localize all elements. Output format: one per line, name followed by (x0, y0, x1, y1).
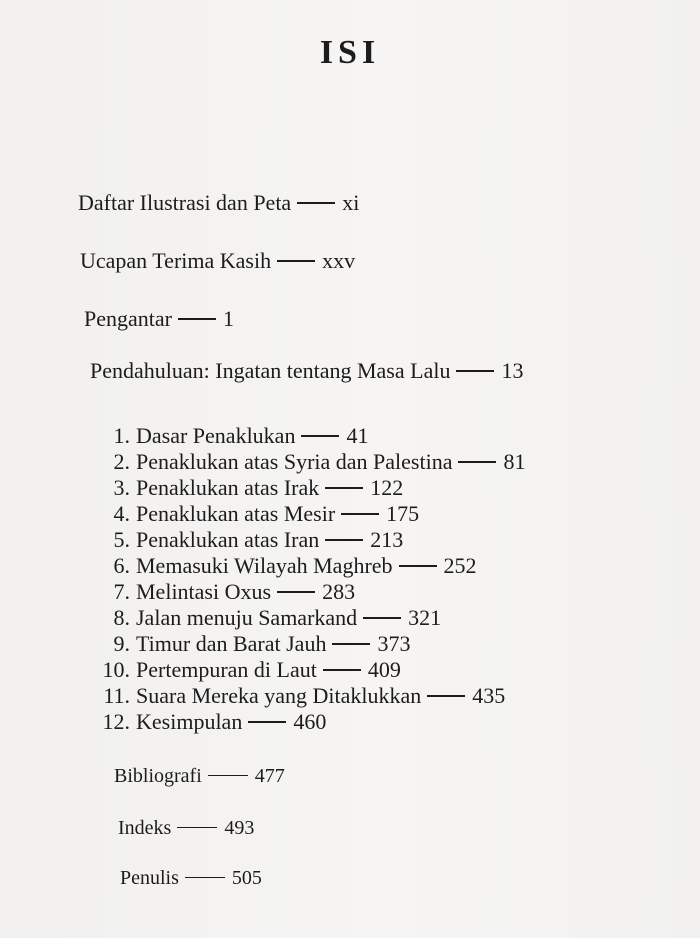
chapter-number: 12. (102, 709, 130, 734)
leader-dash (208, 775, 248, 777)
entry-label: Pendahuluan: Ingatan tentang Masa Lalu (90, 358, 451, 383)
toc-chapter-12 (96, 709, 326, 735)
chapter-number: 6. (113, 553, 130, 578)
toc-chapter-2 (96, 449, 525, 475)
entry-page: 81 (503, 449, 526, 474)
chapter-number: 5. (113, 527, 130, 552)
entry-label: Daftar Ilustrasi dan Peta (78, 190, 292, 215)
entry-label: Penulis (120, 867, 179, 889)
toc-chapter-11 (96, 683, 505, 709)
entry-label: Suara Mereka yang Ditaklukkan (136, 683, 422, 708)
entry-label: Memasuki Wilayah Maghreb (136, 553, 393, 578)
entry-page: xi (342, 190, 360, 215)
toc-entry-illustrations (78, 190, 359, 216)
chapter-number: 1. (113, 423, 130, 448)
entry-label: Pengantar (84, 306, 172, 331)
entry-label: Penaklukan atas Irak (136, 475, 320, 500)
entry-page: 477 (254, 765, 285, 787)
toc-chapter-5 (96, 527, 403, 553)
toc-entry-author (120, 865, 262, 891)
leader-dash (332, 643, 370, 645)
chapter-number: 7. (113, 579, 130, 604)
leader-dash (323, 669, 361, 671)
entry-page: 1 (222, 306, 234, 331)
entry-label: Bibliografi (114, 765, 202, 787)
entry-page: 41 (346, 423, 369, 448)
toc-entry-bibliography (114, 763, 285, 789)
entry-page: 505 (231, 867, 262, 889)
leader-dash (363, 617, 401, 619)
leader-dash (248, 721, 286, 723)
leader-dash (277, 591, 315, 593)
entry-label: Jalan menuju Samarkand (136, 605, 358, 630)
entry-page: xxv (322, 248, 356, 273)
entry-page: 213 (370, 527, 404, 552)
entry-page: 175 (386, 501, 420, 526)
chapter-number: 3. (113, 475, 130, 500)
leader-dash (177, 827, 217, 829)
entry-label: Penaklukan atas Mesir (136, 501, 336, 526)
toc-chapter-4 (96, 501, 419, 527)
toc-entry-acknowledgements (80, 248, 355, 274)
leader-dash (297, 202, 335, 204)
page-title: ISI (319, 34, 381, 71)
toc-chapter-3 (96, 475, 403, 501)
toc-chapter-10 (96, 657, 401, 683)
toc-entry-index (118, 815, 254, 841)
entry-page: 435 (472, 683, 506, 708)
entry-page: 493 (224, 817, 255, 839)
entry-label: Timur dan Barat Jauh (136, 631, 327, 656)
leader-dash (341, 513, 379, 515)
toc-chapter-1 (96, 423, 368, 449)
chapter-number: 10. (102, 657, 130, 682)
entry-label: Penaklukan atas Syria dan Palestina (136, 449, 453, 474)
entry-page: 373 (377, 631, 411, 656)
chapter-number: 8. (113, 605, 130, 630)
chapter-number: 4. (113, 501, 130, 526)
entry-page: 13 (501, 358, 524, 383)
chapter-number: 2. (113, 449, 130, 474)
leader-dash (427, 695, 465, 697)
toc-chapter-6 (96, 553, 477, 579)
entry-label: Ucapan Terima Kasih (80, 248, 272, 273)
leader-dash (456, 370, 494, 372)
entry-page: 122 (370, 475, 404, 500)
entry-label: Dasar Penaklukan (136, 423, 296, 448)
entry-page: 321 (408, 605, 442, 630)
entry-page: 460 (293, 709, 327, 734)
toc-entry-foreword (84, 306, 234, 332)
toc-entry-introduction (90, 358, 523, 384)
leader-dash (178, 318, 216, 320)
leader-dash (325, 539, 363, 541)
entry-page: 409 (367, 657, 401, 682)
entry-page: 283 (322, 579, 356, 604)
toc-chapter-8 (96, 605, 441, 631)
entry-label: Indeks (118, 817, 172, 839)
toc-chapter-7 (96, 579, 355, 605)
toc-chapter-9 (96, 631, 410, 657)
leader-dash (185, 877, 225, 879)
leader-dash (277, 260, 315, 262)
leader-dash (458, 461, 496, 463)
entry-page: 252 (443, 553, 477, 578)
chapter-number: 11. (103, 683, 130, 708)
chapter-number: 9. (113, 631, 130, 656)
leader-dash (399, 565, 437, 567)
entry-label: Melintasi Oxus (136, 579, 272, 604)
leader-dash (325, 487, 363, 489)
entry-label: Pertempuran di Laut (136, 657, 317, 682)
entry-label: Penaklukan atas Iran (136, 527, 320, 552)
entry-label: Kesimpulan (136, 709, 243, 734)
leader-dash (301, 435, 339, 437)
